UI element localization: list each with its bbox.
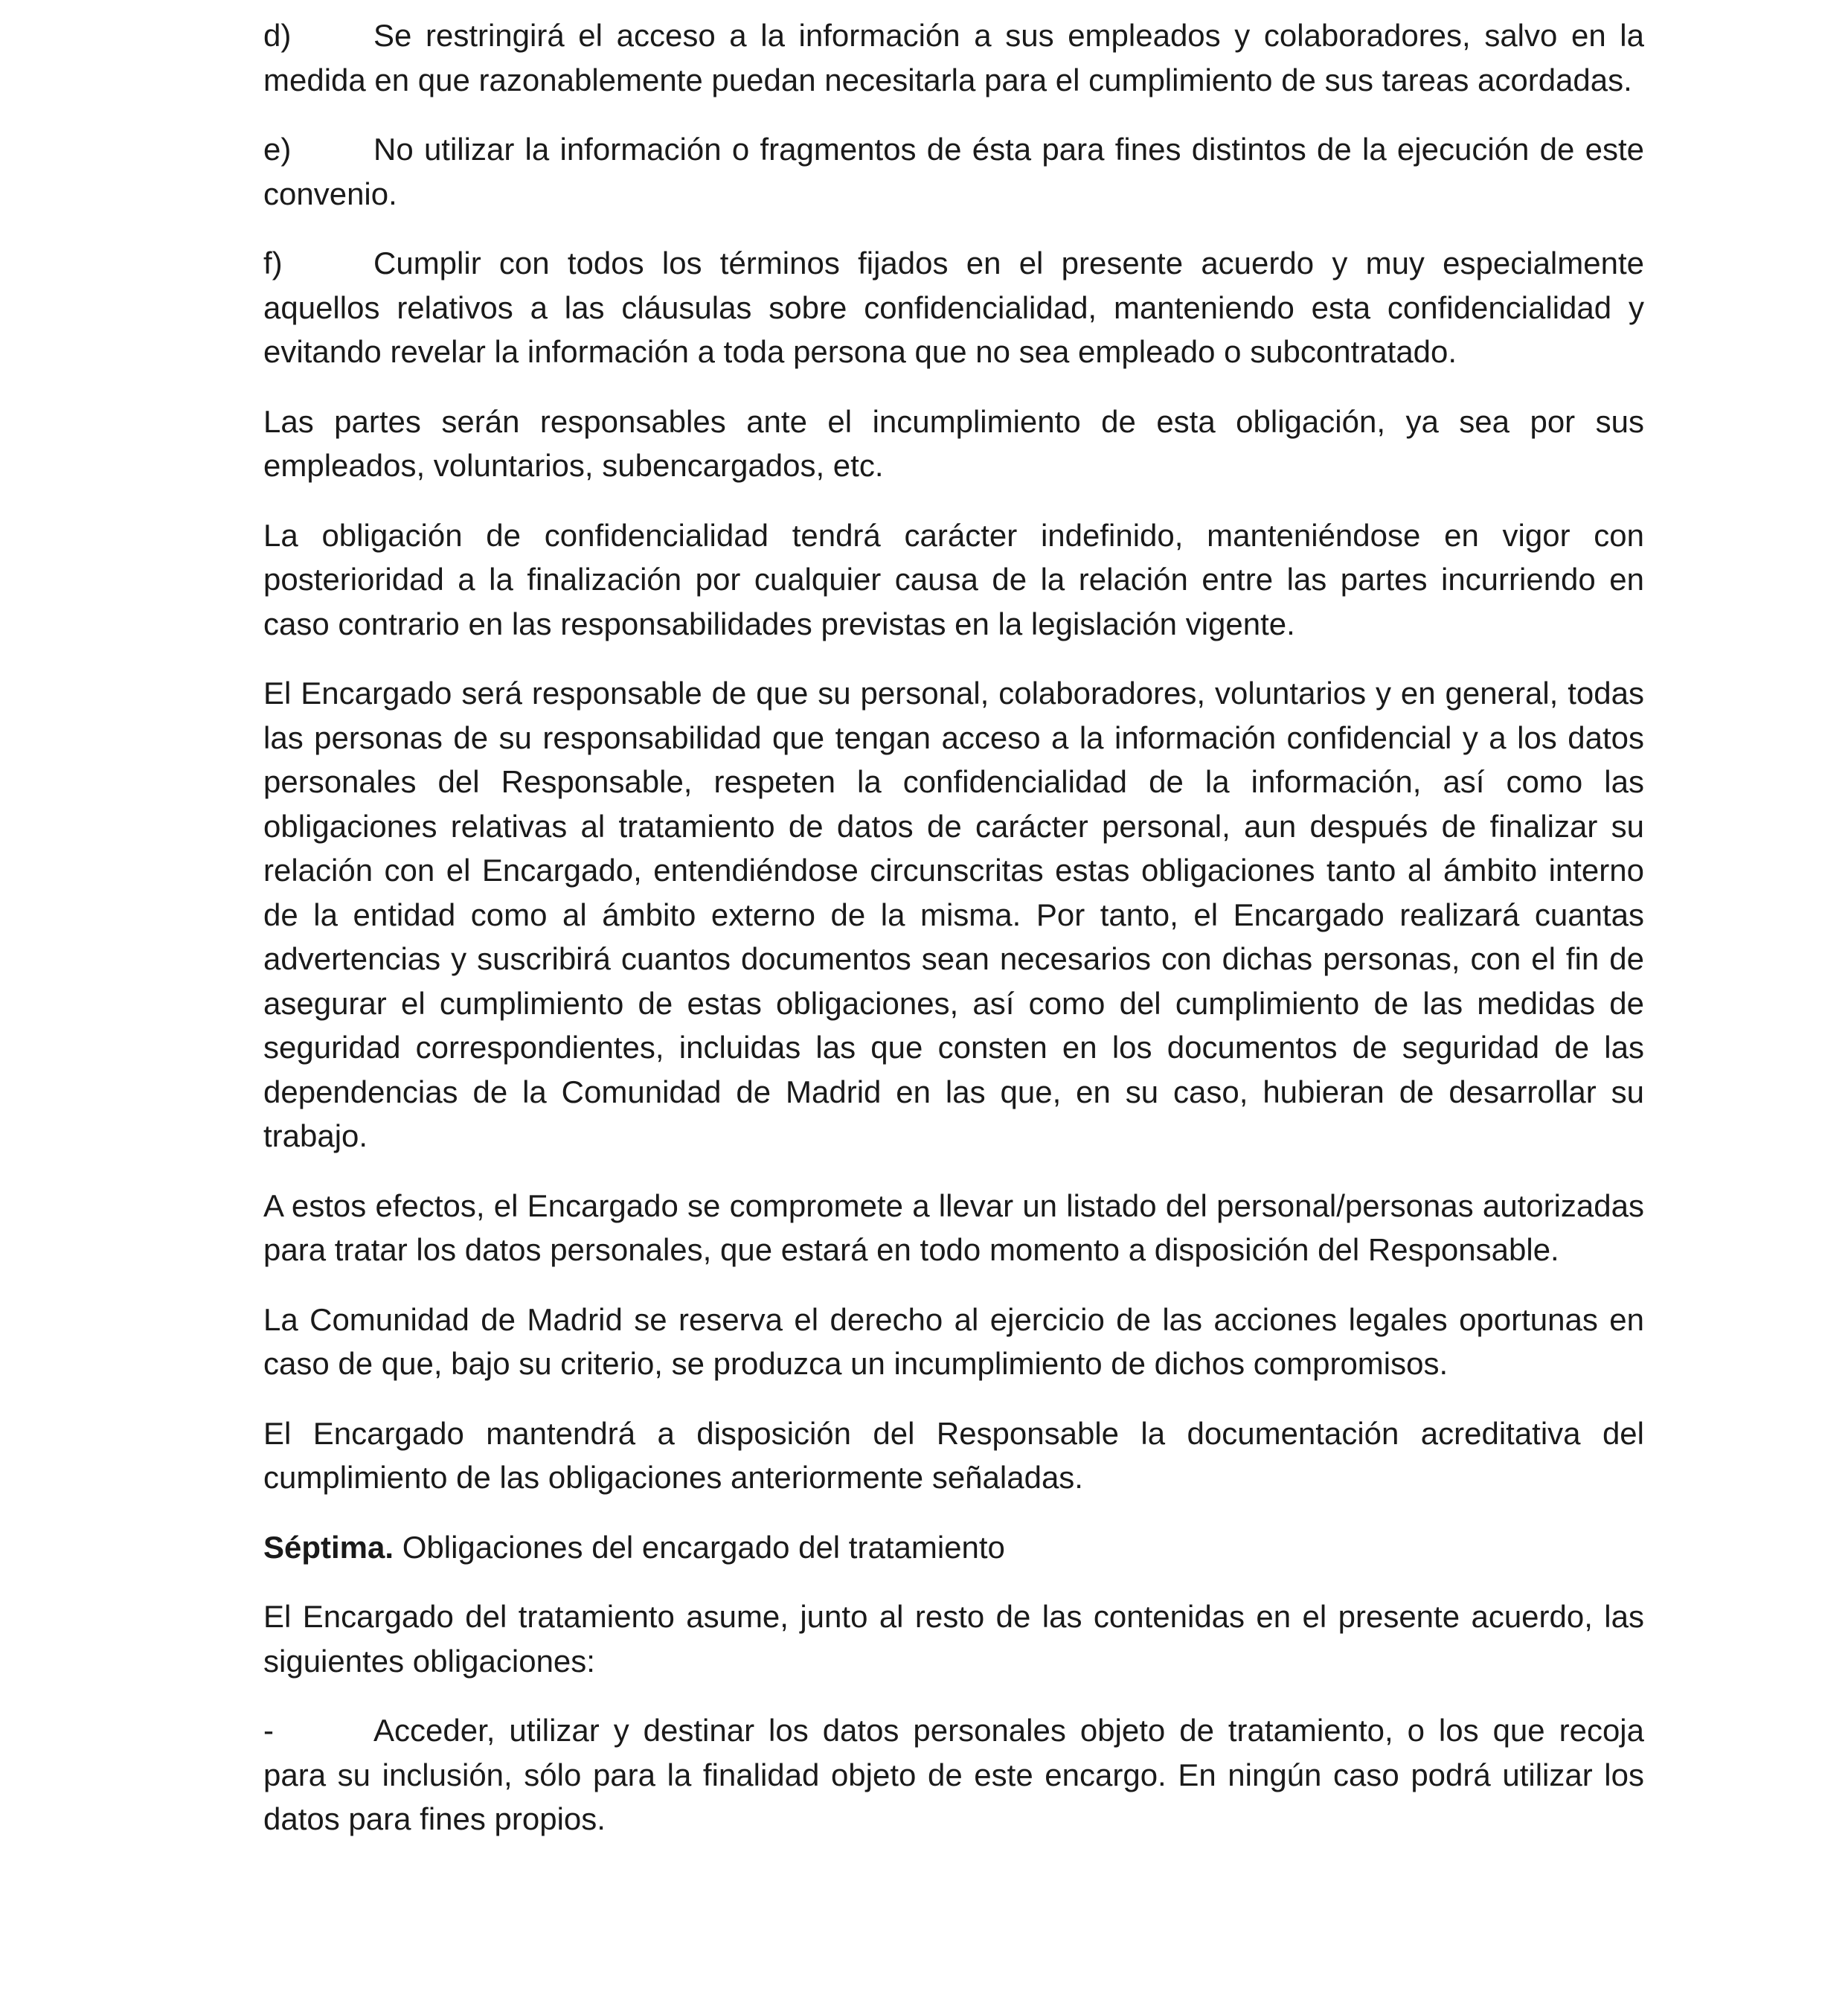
list-item-e [263,127,1644,216]
list-item-text: Se restringirá el acceso a la información a sus empleados y colaboradores, salvo en la medida en que razonablemente puedan necesitarla para el cumplimiento de sus tareas acordadas. [263,18,1644,97]
paragraph-section-intro: El Encargado del tratamiento asume, junto al resto de las contenidas en el presente acuerdo, las siguientes obligaciones: [263,1599,1644,1679]
section-heading [263,1525,1644,1570]
paragraph-documentation: El Encargado mantendrá a disposición del Responsable la documentación acreditativa del cumplimiento de las obligaciones anteriormente señaladas. [263,1415,1644,1495]
section-heading-title: Obligaciones del encargado del tratamiento [394,1529,1005,1565]
paragraph-encargado-responsible: El Encargado será responsable de que su personal, colaboradores, voluntarios y en general, todas las personas de su responsabilidad que tengan acceso a la información confidencial y a los datos personales del Responsable, respeten la confidencialidad de la información, así como las obligaciones relativas al tratamiento de datos de carácter personal, aun después de finalizar su relación con el Encargado, entendiéndose circunscritas estas obligaciones tanto al ámbito interno de la entidad como al ámbito externo de la misma. Por tanto, el Encargado realizará cuantas advertencias y suscribirá cuantos documentos sean necesarios con dichas personas, con el fin de asegurar el cumplimiento de estas obligaciones, así como del cumplimiento de las medidas de seguridad correspondientes, incluidas las que consten en los documentos de seguridad de las dependencias de la Comunidad de Madrid en las que, en su caso, hubieran de desarrollar su trabajo. [263,676,1644,1153]
list-item-text: No utilizar la información o fragmentos de ésta para fines distintos de la ejecución de este convenio. [263,132,1644,211]
section-heading-number: Séptima. [263,1529,394,1565]
list-item-f [263,241,1644,374]
paragraph-responsibility: Las partes serán responsables ante el incumplimiento de esta obligación, ya sea por sus empleados, voluntarios, subencargados, etc. [263,403,1644,483]
bullet-item-text: Acceder, utilizar y destinar los datos personales objeto de tratamiento, o los que recoja para su inclusión, sólo para la finalidad objeto de este encargo. En ningún caso podrá utilizar los datos para fines propios. [263,1713,1644,1836]
bullet-item [263,1708,1644,1841]
list-marker: f) [263,246,283,281]
paragraph-personnel-list: A estos efectos, el Encargado se compromete a llevar un listado del personal/personas autorizadas para tratar los datos personales, que estará en todo momento a disposición del Responsable. [263,1187,1644,1267]
paragraph-legal-actions: La Comunidad de Madrid se reserva el derecho al ejercicio de las acciones legales oportunas en caso de que, bajo su criterio, se produzca un incumplimiento de dichos compromisos. [263,1301,1644,1381]
bullet-marker: - [263,1713,274,1748]
paragraph-confidentiality-duration: La obligación de confidencialidad tendrá carácter indefinido, manteniéndose en vigor con posterioridad a la finalización por cualquier causa de la relación entre las partes incurriendo en caso contrario en las responsabilidades previstas en la legislación vigente. [263,517,1644,641]
list-marker: e) [263,132,292,167]
list-item-text: Cumplir con todos los términos fijados en el presente acuerdo y muy especialmente aquellos relativos a las cláusulas sobre confidencialidad, manteniendo esta confidencialidad y evitando revelar la información a toda persona que no sea empleado o subcontratado. [263,246,1644,369]
document-page [263,13,1644,1867]
list-marker: d) [263,18,292,53]
list-item-d [263,13,1644,102]
